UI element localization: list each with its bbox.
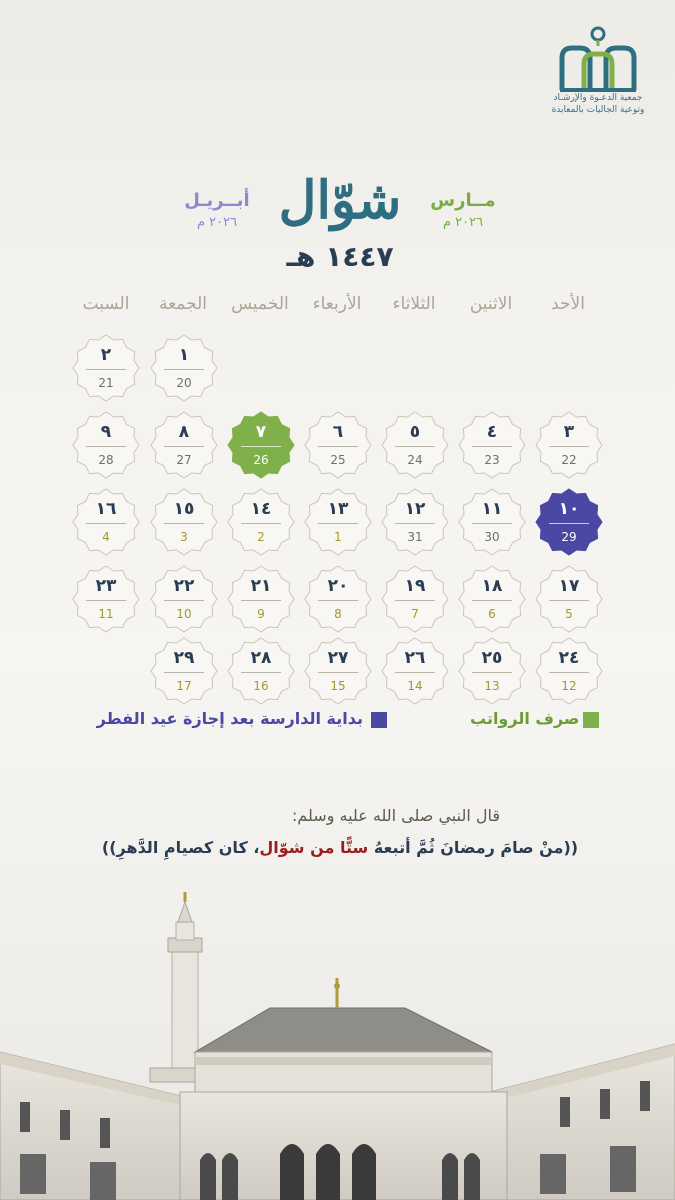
gregorian-day-number: 21: [98, 376, 114, 390]
gregorian-day-number: 25: [330, 453, 346, 467]
day-divider: [472, 672, 512, 673]
gregorian-day-number: 7: [411, 607, 419, 621]
hijri-day-number: ٢: [100, 345, 112, 365]
hijri-day-number: ٢٢: [173, 576, 195, 596]
gregorian-day-number: 15: [330, 679, 346, 693]
hijri-day-number: ٧: [255, 422, 267, 442]
hijri-day-number: ٢٧: [327, 648, 349, 668]
hadith-highlight: ستًّا من شوّال: [259, 838, 369, 857]
gregorian-day-number: 1: [334, 530, 342, 544]
gregorian-day-number: 27: [176, 453, 192, 467]
day-cell: [150, 637, 218, 705]
hijri-day-number: ٤: [486, 422, 498, 442]
day-cell: [227, 637, 295, 705]
day-cell: [458, 488, 526, 556]
gregorian-day-number: 12: [561, 679, 577, 693]
day-divider: [164, 672, 204, 673]
day-divider: [86, 523, 126, 524]
hadith-text: [80, 838, 600, 857]
day-cell: [458, 411, 526, 479]
hijri-day-number: ٢٨: [250, 648, 272, 668]
day-divider: [241, 672, 281, 673]
day-cell: [381, 565, 449, 633]
gregorian-day-number: 31: [407, 530, 423, 544]
day-cell: [381, 411, 449, 479]
hijri-day-number: ٢٠: [327, 576, 349, 596]
day-divider: [472, 600, 512, 601]
hijri-day-number: ٣: [563, 422, 575, 442]
hijri-day-number: ١٠: [558, 499, 580, 519]
day-divider: [318, 523, 358, 524]
weekday-tuesday: الثلاثاء: [392, 294, 436, 314]
mosque-illustration: [0, 892, 675, 1200]
logo-line-1: جمعية الدعـوة والإرشـاد: [553, 93, 643, 103]
hijri-day-number: ٥: [409, 422, 421, 442]
legend-green-swatch: [583, 712, 599, 728]
day-divider: [241, 600, 281, 601]
day-cell: [381, 488, 449, 556]
gregorian-day-number: 26: [253, 453, 269, 467]
day-cell: [227, 565, 295, 633]
day-divider: [318, 600, 358, 601]
gregorian-day-number: 24: [407, 453, 423, 467]
day-divider: [86, 369, 126, 370]
gregorian-day-number: 6: [488, 607, 496, 621]
gregorian-day-number: 9: [257, 607, 265, 621]
weekday-monday: الاثنين: [469, 294, 513, 314]
gregorian-day-number: 5: [565, 607, 573, 621]
hijri-day-number: ٨: [178, 422, 190, 442]
day-cell: [72, 334, 140, 402]
hijri-day-number: ١٧: [558, 576, 580, 596]
weekday-sunday: الأحد: [551, 294, 585, 314]
day-cell: [227, 411, 295, 479]
hijri-day-number: ٢١: [250, 576, 272, 596]
hijri-day-number: ١٤: [250, 499, 272, 519]
hijri-day-number: ٢٥: [481, 648, 503, 668]
gregorian-day-number: 29: [561, 530, 577, 544]
next-month-name: أبــريـل: [184, 190, 250, 211]
day-cell: [150, 488, 218, 556]
day-divider: [164, 446, 204, 447]
day-divider: [395, 446, 435, 447]
gregorian-day-number: 3: [180, 530, 188, 544]
legend-blue-label: بداية الدارسة بعد إجازة عيد الفطر: [96, 709, 363, 728]
gregorian-day-number: 30: [484, 530, 500, 544]
hijri-year: ١٤٤٧ هـ: [286, 240, 394, 273]
day-divider: [241, 446, 281, 447]
hijri-day-number: ١٦: [95, 499, 117, 519]
day-divider: [549, 446, 589, 447]
day-divider: [395, 672, 435, 673]
day-divider: [318, 672, 358, 673]
day-cell: [150, 411, 218, 479]
hijri-day-number: ١: [178, 345, 190, 365]
gregorian-day-number: 14: [407, 679, 423, 693]
day-cell: [535, 565, 603, 633]
day-divider: [164, 523, 204, 524]
gregorian-day-number: 22: [561, 453, 577, 467]
gregorian-day-number: 11: [98, 607, 114, 621]
prev-month-year: ٢٠٢٦ م: [442, 215, 484, 230]
hijri-day-number: ٢٦: [404, 648, 426, 668]
gregorian-day-number: 13: [484, 679, 500, 693]
weekday-thursday: الخميس: [231, 294, 289, 314]
gregorian-day-number: 17: [176, 679, 192, 693]
legend-green-label: صرف الرواتب: [470, 709, 580, 728]
gregorian-day-number: 28: [98, 453, 114, 467]
day-divider: [164, 600, 204, 601]
day-cell: [458, 637, 526, 705]
day-divider: [549, 523, 589, 524]
hijri-day-number: ١٢: [404, 499, 426, 519]
day-divider: [472, 446, 512, 447]
day-cell: [304, 637, 372, 705]
gregorian-day-number: 23: [484, 453, 500, 467]
gregorian-day-number: 8: [334, 607, 342, 621]
day-divider: [395, 523, 435, 524]
day-cell: [458, 565, 526, 633]
hijri-day-number: ١٩: [404, 576, 426, 596]
hijri-day-number: ١٥: [173, 499, 195, 519]
day-cell: [227, 488, 295, 556]
logo-line-2: وتوعية الجاليات بالمعابدة: [551, 105, 645, 115]
day-cell: [381, 637, 449, 705]
day-divider: [86, 600, 126, 601]
day-divider: [86, 446, 126, 447]
hijri-day-number: ١١: [481, 499, 503, 519]
day-cell: [150, 565, 218, 633]
day-cell: [535, 411, 603, 479]
day-divider: [241, 523, 281, 524]
hadith-close: ، كان كصيامِ الدَّهرِ)): [101, 838, 260, 857]
logo-emblem-icon: [556, 26, 640, 92]
day-cell: [72, 411, 140, 479]
prev-month-name: مــارس: [430, 190, 496, 211]
hijri-day-number: ٢٣: [95, 576, 117, 596]
day-cell: [304, 411, 372, 479]
hadith-intro: قال النبي صلى الله عليه وسلم:: [291, 806, 500, 825]
hijri-day-number: ١٨: [481, 576, 503, 596]
day-divider: [472, 523, 512, 524]
gregorian-day-number: 20: [176, 376, 192, 390]
day-cell: [535, 488, 603, 556]
hijri-day-number: ٢٤: [558, 648, 580, 668]
month-title: شوّال: [278, 170, 402, 231]
day-divider: [549, 600, 589, 601]
hijri-day-number: ١٣: [327, 499, 349, 519]
day-cell: [304, 488, 372, 556]
day-cell: [535, 637, 603, 705]
day-divider: [395, 600, 435, 601]
hadith-open: ((منْ صامَ رمضانَ ثُمَّ أتبعهُ: [368, 838, 579, 857]
weekday-friday: الجمعة: [158, 294, 208, 314]
next-month-year: ٢٠٢٦ م: [196, 215, 238, 230]
day-cell: [150, 334, 218, 402]
gregorian-day-number: 10: [176, 607, 192, 621]
weekday-wednesday: الأربعاء: [312, 294, 362, 314]
day-cell: [304, 565, 372, 633]
gregorian-day-number: 2: [257, 530, 265, 544]
organization-logo: [548, 26, 648, 122]
day-divider: [549, 672, 589, 673]
gregorian-day-number: 4: [102, 530, 110, 544]
hijri-day-number: ٢٩: [173, 648, 195, 668]
day-cell: [72, 488, 140, 556]
weekday-saturday: السبت: [82, 294, 130, 314]
hijri-day-number: ٦: [332, 422, 344, 442]
legend-blue-swatch: [371, 712, 387, 728]
hijri-day-number: ٩: [100, 422, 112, 442]
day-divider: [318, 446, 358, 447]
day-divider: [164, 369, 204, 370]
gregorian-day-number: 16: [253, 679, 269, 693]
day-cell: [72, 565, 140, 633]
